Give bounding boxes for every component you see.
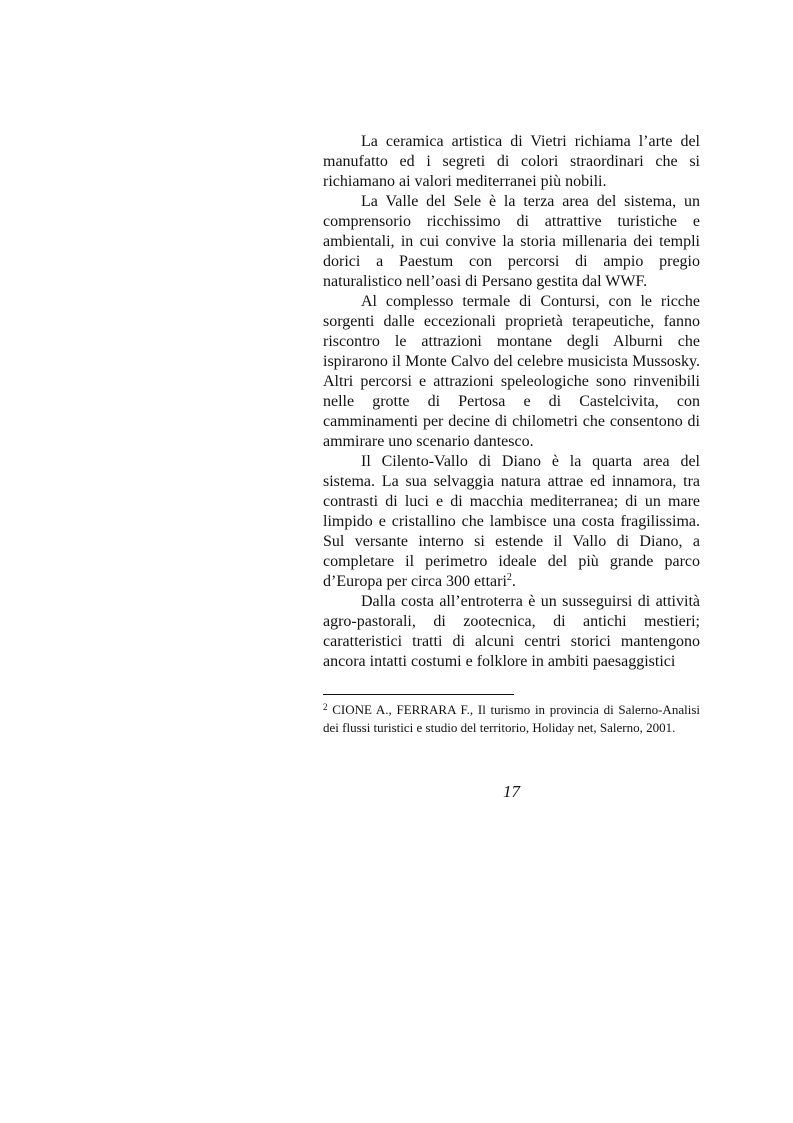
footnote-text: CIONE A., FERRARA F., Il turismo in provincia di Salerno-Analisi dei flussi turistici e studio del territorio, Holiday net, Salerno, 2001. bbox=[323, 702, 700, 735]
footnote-separator bbox=[323, 694, 514, 695]
paragraph-1: La ceramica artistica di Vietri richiama l’arte del manufatto ed i segreti di colori straordinari che si richiamano ai valori mediterranei più nobili. bbox=[323, 133, 700, 190]
paragraph-4-end: . bbox=[511, 573, 516, 590]
page-number: 17 bbox=[503, 782, 520, 801]
footnote-marker: 2 bbox=[323, 702, 328, 712]
paragraph-4 bbox=[323, 452, 700, 592]
paragraph-3: Al complesso termale di Contursi, con le ricche sorgenti dalle eccezionali proprietà terapeutiche, fanno riscontro le attrazioni montane degli Alburni che ispirarono il Monte Calvo del celebre musicista Mussosky. Altri percorsi e attrazioni speleologiche sono rinvenibili nelle grotte di Pertosa e di Castelcivita, con camminamenti per decine di chilometri che consentono di ammirare uno scenario dantesco. bbox=[323, 293, 700, 450]
body-text bbox=[323, 132, 700, 672]
paragraph-5: Dalla costa all’entroterra è un susseguirsi di attività agro-pastorali, di zootecnica, di antichi mestieri; caratteristici tratti di alcuni centri storici mantengono ancora intatti costumi e folklore in ambiti paesaggistici bbox=[323, 593, 700, 670]
paragraph-2: La Valle del Sele è la terza area del sistema, un comprensorio ricchissimo di attrattive turistiche e ambientali, in cui convive la storia millenaria dei templi dorici a Paestum con percorsi di ampio pregio naturalistico nell’oasi di Persano gestita dal WWF. bbox=[323, 193, 700, 290]
footnote bbox=[323, 701, 700, 737]
footnote-reference[interactable]: 2 bbox=[506, 572, 512, 583]
paragraph-4-text: Il Cilento-Vallo di Diano è la quarta area del sistema. La sua selvaggia natura attrae ed innamora, tra contrasti di luci e di macchia mediterranea; di un mare limpido e cristallino che lambisce una costa fragilissima. Sul versante interno si estende il Vallo di Diano, a completare il perimetro ideale del più grande parco d’Europa per circa 300 ettari bbox=[323, 453, 700, 590]
